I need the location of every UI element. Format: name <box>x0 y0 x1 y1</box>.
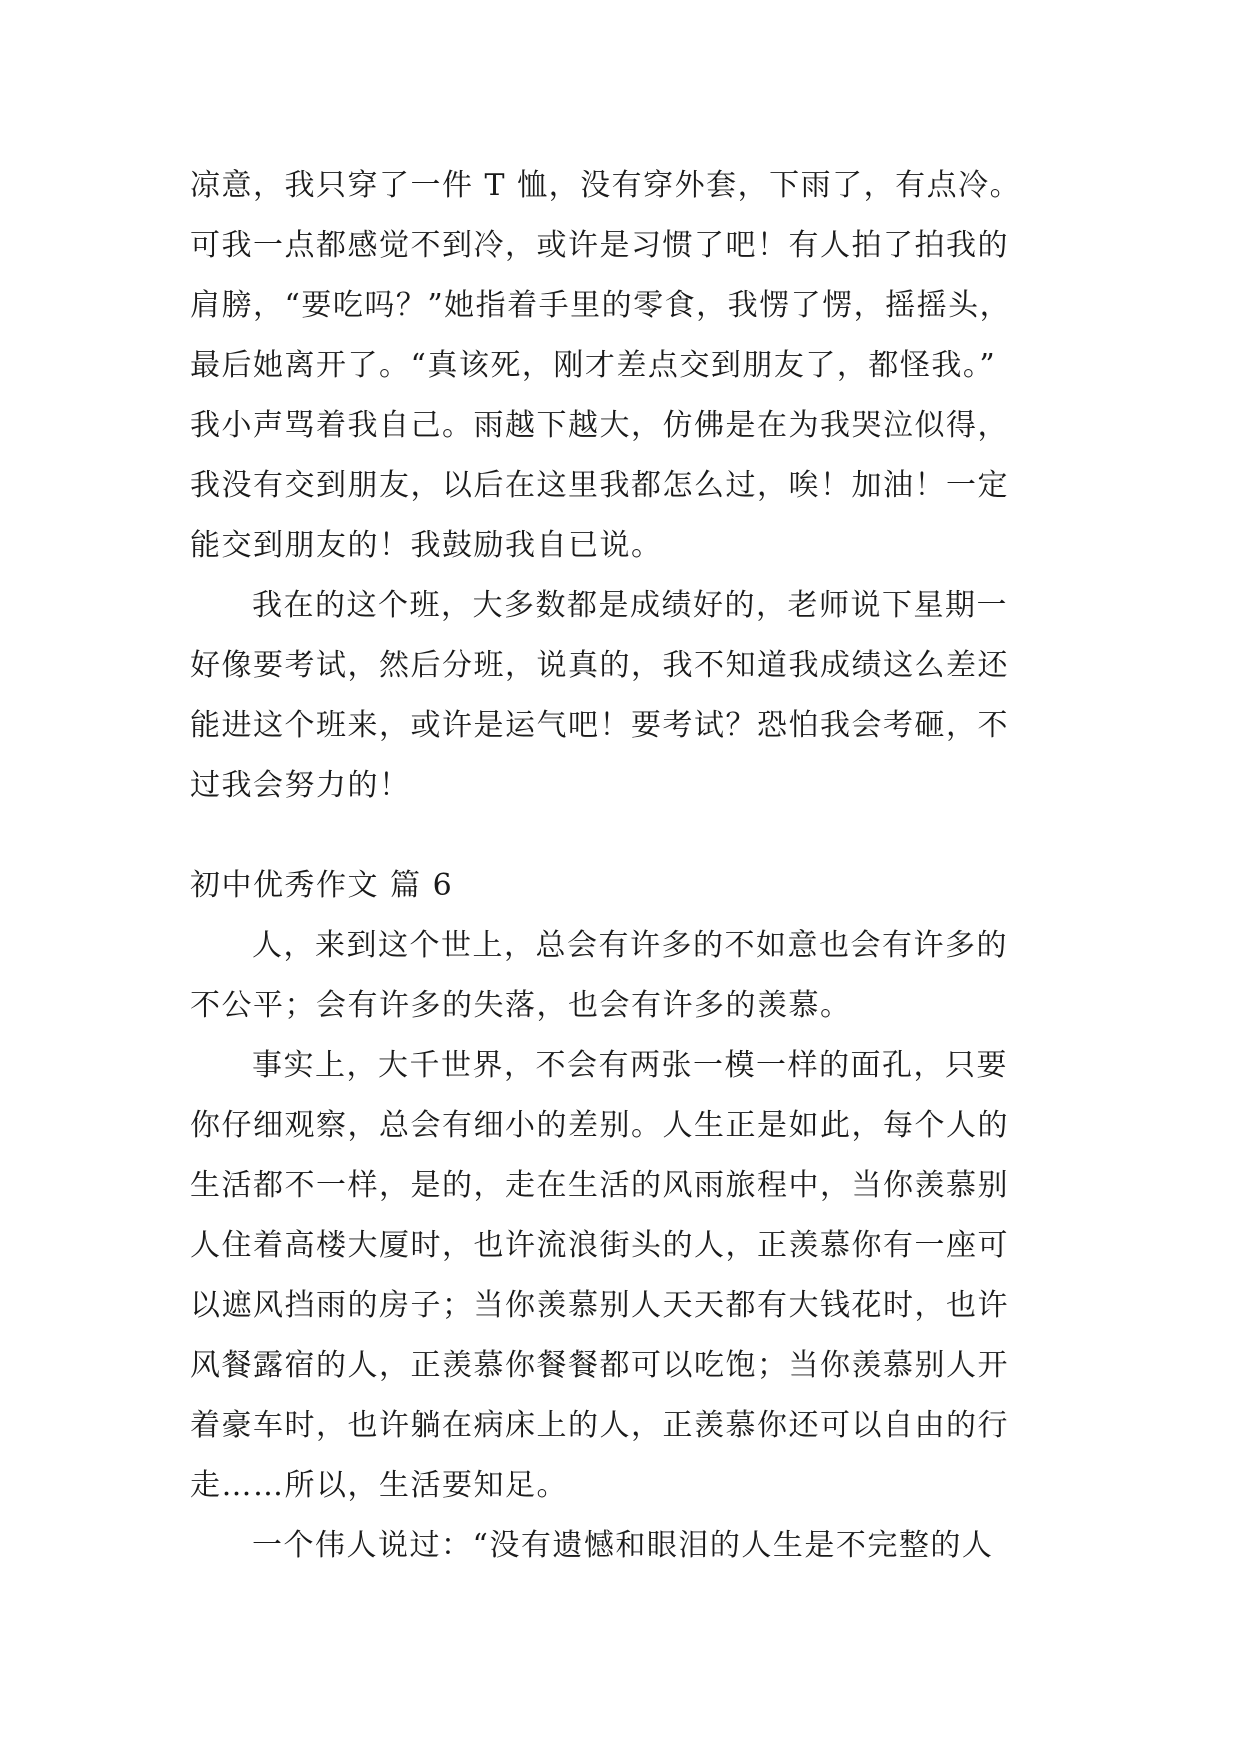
text-line: 人住着高楼大厦时，也许流浪街头的人，正羡慕你有一座可 <box>190 1228 1009 1263</box>
text-line: 不公平；会有许多的失落，也会有许多的羡慕。 <box>190 988 852 1023</box>
text-line: 最后她离开了。“真该死，刚才差点交到朋友了，都怪我。” <box>190 348 997 383</box>
text-line: 事实上，大千世界，不会有两张一模一样的面孔，只要 <box>252 1048 1008 1083</box>
text-line: 过我会努力的！ <box>190 768 411 803</box>
text-line: 着豪车时，也许躺在病床上的人，正羡慕你还可以自由的行 <box>190 1408 1009 1443</box>
text-line: 好像要考试，然后分班，说真的，我不知道我成绩这么差还 <box>190 648 1009 683</box>
text-line: 走……所以，生活要知足。 <box>190 1468 568 1503</box>
text-line: 我小声骂着我自己。雨越下越大，仿佛是在为我哭泣似得， <box>190 408 1009 443</box>
text-line: 我没有交到朋友，以后在这里我都怎么过，唉！加油！一定 <box>190 468 1009 503</box>
text-line: 可我一点都感觉不到冷，或许是习惯了吧！有人拍了拍我的 <box>190 228 1009 263</box>
text-line: 能交到朋友的！我鼓励我自已说。 <box>190 528 663 563</box>
text-line: 一个伟人说过：“没有遗憾和眼泪的人生是不完整的人 <box>252 1528 994 1563</box>
section-heading: 初中优秀作文 篇 6 <box>190 868 454 903</box>
text-line: 风餐露宿的人，正羡慕你餐餐都可以吃饱；当你羡慕别人开 <box>190 1348 1009 1383</box>
text-line: 你仔细观察，总会有细小的差别。人生正是如此，每个人的 <box>190 1108 1009 1143</box>
text-line: 肩膀，“要吃吗？”她指着手里的零食，我愣了愣，摇摇头， <box>190 288 1012 323</box>
text-line: 能进这个班来，或许是运气吧！要考试？恐怕我会考砸，不 <box>190 708 1009 743</box>
text-line: 以遮风挡雨的房子；当你羡慕别人天天都有大钱花时，也许 <box>190 1288 1009 1323</box>
text-line: 人，来到这个世上，总会有许多的不如意也会有许多的 <box>252 928 1008 963</box>
text-line: 生活都不一样，是的，走在生活的风雨旅程中，当你羡慕别 <box>190 1168 1009 1203</box>
text-line: 凉意，我只穿了一件 T 恤，没有穿外套，下雨了，有点冷。 <box>190 168 1022 203</box>
text-line: 我在的这个班，大多数都是成绩好的，老师说下星期一 <box>252 588 1008 623</box>
